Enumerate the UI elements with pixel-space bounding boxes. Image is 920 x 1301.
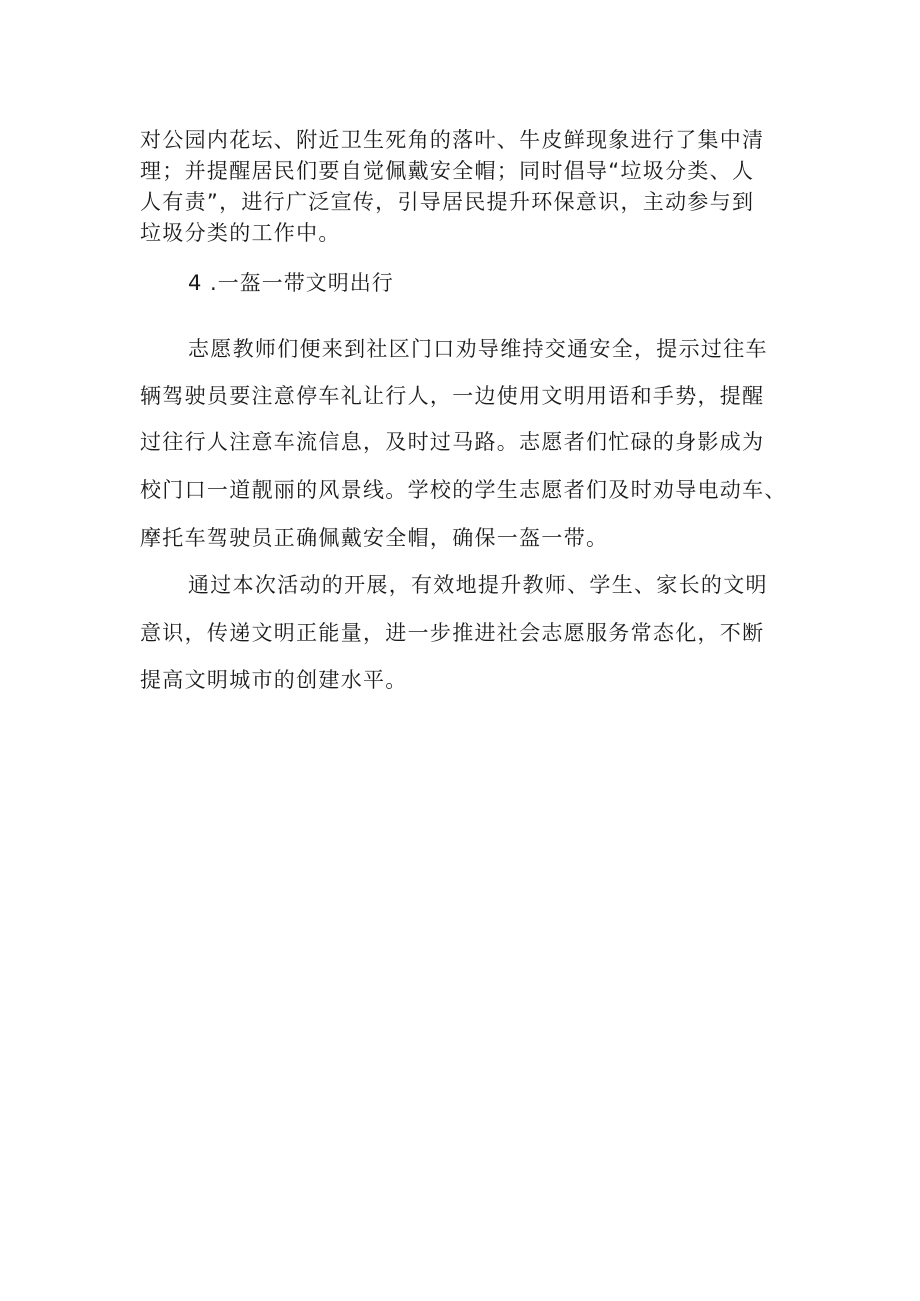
paragraph-2-line-1: 志愿教师们便来到社区门口劝导维持交通安全，提示过往车 xyxy=(188,337,768,361)
paragraph-2-line-5: 摩托车驾驶员正确佩戴安全帽，确保一盔一带。 xyxy=(140,526,609,550)
paragraph-3-line-3: 提高文明城市的创建水平。 xyxy=(140,668,408,692)
paragraph-1-line-1: 对公园内花坛、附近卫生死角的落叶、牛皮鲜现象进行了集中清 xyxy=(140,128,765,152)
paragraph-3-line-2: 意识，传递文明正能量，进一步推进社会志愿服务常态化，不断 xyxy=(140,621,765,645)
paragraph-2-line-2: 辆驾驶员要注意停车礼让行人，一边使用文明用语和手势，提醒 xyxy=(140,384,765,408)
paragraph-1-line-2: 理；并提醒居民们要自觉佩戴安全帽；同时倡导“垃圾分类、人 xyxy=(140,159,755,183)
paragraph-2-line-3: 过往行人注意车流信息，及时过马路。志愿者们忙碌的身影成为 xyxy=(140,430,765,454)
paragraph-2-line-4: 校门口一道靓丽的风景线。学校的学生志愿者们及时劝导电动车、 xyxy=(140,478,787,502)
paragraph-3-line-1: 通过本次活动的开展，有效地提升教师、学生、家长的文明 xyxy=(188,573,768,597)
paragraph-1-line-3: 人有责”，进行广泛宣传，引导居民提升环保意识，主动参与到 xyxy=(140,190,755,214)
section-heading-4: 4 .一盔一带文明出行 xyxy=(188,271,394,295)
paragraph-1-line-4: 垃圾分类的工作中。 xyxy=(140,221,341,245)
